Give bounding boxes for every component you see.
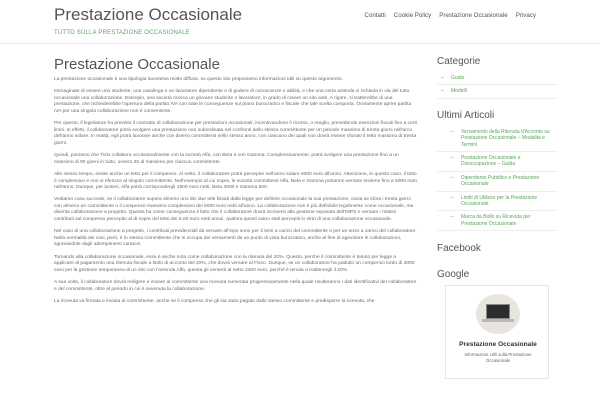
google-profile-card[interactable] [445, 285, 549, 379]
recent-post-link[interactable]: Marca da Bollo su Ricevuta per Prestazione Occasionale [461, 214, 531, 227]
article-paragraph: Allo stesso tempo, esiste anche un tetto per il compenso. Al netto, il collaboratore potrà percepire nell'anno solare 5000 euro all'anno. Attenzione, in questo caso, il tetto è complessivo e non si riferisce al singolo committente. Nell'esempio di cui sopra, le società committenti Alfa, Beta e Gamma potranno versare insieme fino a 5000 euro nell'anno. Dunque, per ipotesi, Alfa potrà corrispondergli 1500 euro netti, Beta 3000 e Gamma 500. [54, 171, 417, 191]
google-card-name[interactable]: Prestazione Occasionale [459, 341, 537, 349]
site-title[interactable]: Prestazione Occasionale [54, 5, 243, 24]
recent-posts-list [437, 126, 557, 231]
sidebar [437, 56, 557, 400]
article-paragraph: Tornando alla collaborazione occasionale, essa è anche nota come collaborazione con la ritenuta del 20%. Questo, perché il committente è tenuto per legge a applicare al pagamento una ritenuta fiscale a titolo di acconto del 20%, che dovrà versare al Fisco. Dunque, se un collaboratore ha pattuito un compenso lordo di 3000 euro per la gestione temporanea di un sito con l'azienda Alfa, questa gli verserà al netto 2400 euro, perché è tenuta a trattenergli il 20%. [54, 254, 415, 273]
arrow-icon: – [451, 155, 454, 162]
recent-post-link[interactable]: Prestazione Occasionale e Disoccupazione – Guida [461, 155, 521, 168]
nav-cookie-policy[interactable]: Cookie Policy [393, 12, 432, 19]
laptop-screen [486, 304, 510, 319]
main-content [54, 56, 417, 400]
google-title: Google [437, 269, 470, 281]
categories-list [437, 72, 557, 99]
facebook-widget-space [437, 259, 557, 269]
arrow-icon: – [441, 75, 444, 81]
arrow-icon: – [451, 174, 454, 181]
arrow-icon: – [451, 214, 454, 221]
recent-post-item[interactable] [437, 126, 557, 152]
site-header [0, 0, 600, 44]
article-paragraph: La ricevuta va firmata e inviata al committente, anche se il compenso che gli sia stato pagato dallo stesso committente e predisporre la ricevuta, che [54, 298, 375, 304]
recent-post-link[interactable]: Dipendente Pubblico e Prestazione Occasionale [461, 174, 540, 188]
article-paragraph: Per questo, il legislatore ha previsto il contratto di collaborazione per prestazioni occasionali, incentivandone il ricorso, o meglio, prevedendo esenzioni fiscali fino a certi limiti. In effetti, il collaboratore potrà svolgere una prestazione non subordinata nel confronti dello stesso committente per un periodo massimo di trenta giorni nell'arco dell'anno solare. In realtà, egli potrà lavorare anche con diversi committenti nello stesso anno, con ciascuno dei quali non dovrà essere sforato il tetto massimo di trenta giorni. [54, 121, 417, 146]
article-paragraph: Nel caso di una collaborazione a progetto, i contributi previdenziali da versare all'Inps sono per 2 terzi a carico del committente e per un terzo a carico del collaboratore. Nella normalità dei casi, però, è lo stesso committente che si occupa dei versamenti da un punto di vista burocratico, anche al fine di agevolare le collaborazioni, sgravandole dagli adempimenti cartacei. [54, 229, 417, 248]
nav-contatti[interactable]: Contatti [364, 12, 386, 19]
article-paragraph: Quindi, poniamo che Tizio collabora occasionalmente con la società Alfa, con Beta e con Gamma. Complessivamente, potrà svolgere una prestazione fino a un massimo di 90 giorni in tutto, ovvero 30 al massimo per ciascun committente. [54, 153, 399, 165]
category-link[interactable]: Modelli [451, 88, 467, 95]
site-tagline: TUTTO SULLA PRESTAZIONE OCCASIONALE [54, 30, 190, 36]
arrow-icon: – [441, 88, 444, 95]
category-item[interactable] [437, 72, 557, 85]
laptop-image [476, 294, 520, 334]
recent-post-link[interactable]: Limiti di Utilizzo per la Prestazione Occasionale [461, 194, 538, 208]
google-card-description: Informazioni Utili sulla Prestazione Occasionale [464, 352, 532, 363]
main-nav [364, 12, 536, 19]
page-title: Prestazione Occasionale [54, 56, 220, 73]
nav-privacy[interactable]: Privacy [515, 12, 536, 19]
category-item[interactable] [437, 85, 557, 98]
article-paragraph: Vediamo cosa succede, se il collaboratore supera almeno uno dei due tetti fissati dalla legge per definire occasionale la sua prestazione, ossia se sfora i trenta giorni con almeno un committente o il compenso massimo complessivo dei 5000 euro netti all'anno. La collaborazione non è più definibile legalmente come occasionale, ma diventa collaborazione a progetto. Questa ha come conseguenza il fatto che il collaboratore dovrà iscriversi alla gestione separata dell'INPS e versare i relativi contributi sul compenso percepito al di sopra del tetto dei 5.00 euro netti annui, qualora questi siano stati percepiti in virtù di una collaborazione occasionale. [54, 197, 414, 223]
recent-post-item[interactable] [437, 152, 557, 172]
recent-posts-title: Ultimi Articoli [437, 109, 495, 121]
article-paragraph: La prestazione occasionale è una tipologia lavorativa molto diffusa, su questo sito proponiamo informazioni utili su questo argomento. [54, 77, 343, 82]
recent-post-item[interactable] [437, 211, 557, 231]
recent-post-item[interactable] [437, 172, 557, 192]
article-paragraph: Immaginate di essere uno studente, una casalinga o un lavoratore dipendente e di godere di conoscenze o abilità, e che una certa azienda vi richieda in via del tutto occasionale una collaborazione. Esempio, una società ricerca un giovane studente o lavoratore, in grado di creare un sito web. A rigore, si tratterebbe di una prestazione, che richiederebbe l'apertura della partita IVA con tutte le conseguenze sul piano burocratico e fiscale che tale scelta comporta. Ovviamente aprire partita IVA per una singola collaborazione non è conveniente. [54, 89, 412, 114]
nav-prestazione-occasionale[interactable]: Prestazione Occasionale [439, 12, 508, 19]
categories-title: Categorie [437, 56, 481, 67]
arrow-icon: – [451, 194, 454, 201]
laptop-base [482, 319, 514, 322]
article-paragraph: A sua volta, il collaboratore dovrà redigere e inviare al committente una ricevuta numerata progressivamente nella quale risulteranno i dati identificativi del collaboratore e del committente, oltre al periodo in cui è avvenuta la collaborazione. [54, 280, 417, 292]
facebook-title: Facebook [437, 243, 481, 255]
category-link[interactable]: Guide [451, 75, 465, 81]
recent-post-link[interactable]: Versamento della Ritenuta d'Acconto su Prestazione Occasionale – Modalità e Termini [461, 128, 550, 148]
recent-post-item[interactable] [437, 192, 557, 212]
arrow-icon: – [451, 128, 454, 135]
